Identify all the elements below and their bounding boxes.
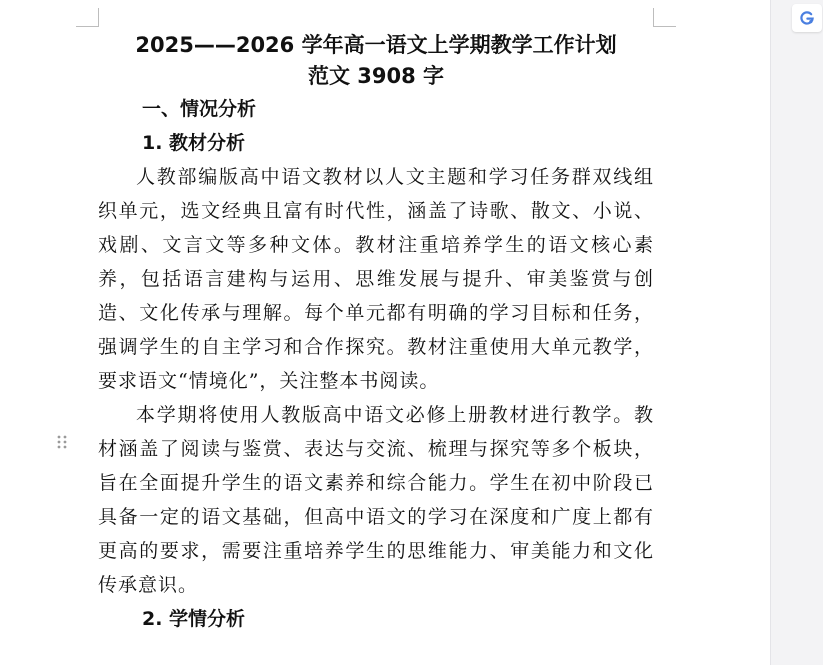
subheading-student-analysis: 2. 学情分析 <box>142 608 246 630</box>
document-title-line2: 范文 3908 字 <box>307 64 445 88</box>
subheading-textbook-analysis: 1. 教材分析 <box>142 132 246 154</box>
drag-handle-icon[interactable] <box>56 434 68 450</box>
right-side-panel <box>770 0 823 665</box>
paragraph-textbook: 人教部编版高中语文教材以人文主题和学习任务群双线组织单元，选文经典且富有时代性，涵盖了诗歌、散文、小说、戏剧、文言文等多种文体。教材注重培养学生的语文核心素养，包括语言建构与运用、思维发展与提升、审美鉴赏与创造、文化传承与理解。每个单元都有明确的学习目标和任务，强调学生的自主学习和合作探究。教材注重使用大单元教学，要求语文“情境化”，关注整本书阅读。 <box>98 166 654 392</box>
document-title-line1: 2025——2026 学年高一语文上学期教学工作计划 <box>135 33 617 57</box>
section-heading-analysis: 一、情况分析 <box>142 98 257 120</box>
document-content[interactable] <box>98 30 654 636</box>
paragraph-semester: 本学期将使用人教版高中语文必修上册教材进行教学。教材涵盖了阅读与鉴赏、表达与交流、梳理与探究等多个板块，旨在全面提升学生的语文素养和综合能力。学生在初中阶段已具备一定的语文基础，但高中语文的学习在深度和广度上都有更高的要求，需要注重培养学生的思维能力、审美能力和文化传承意识。 <box>98 404 654 596</box>
page-margin-corner-left <box>76 8 99 27</box>
page-margin-corner-right <box>653 8 676 27</box>
g-logo-icon[interactable] <box>792 4 822 32</box>
